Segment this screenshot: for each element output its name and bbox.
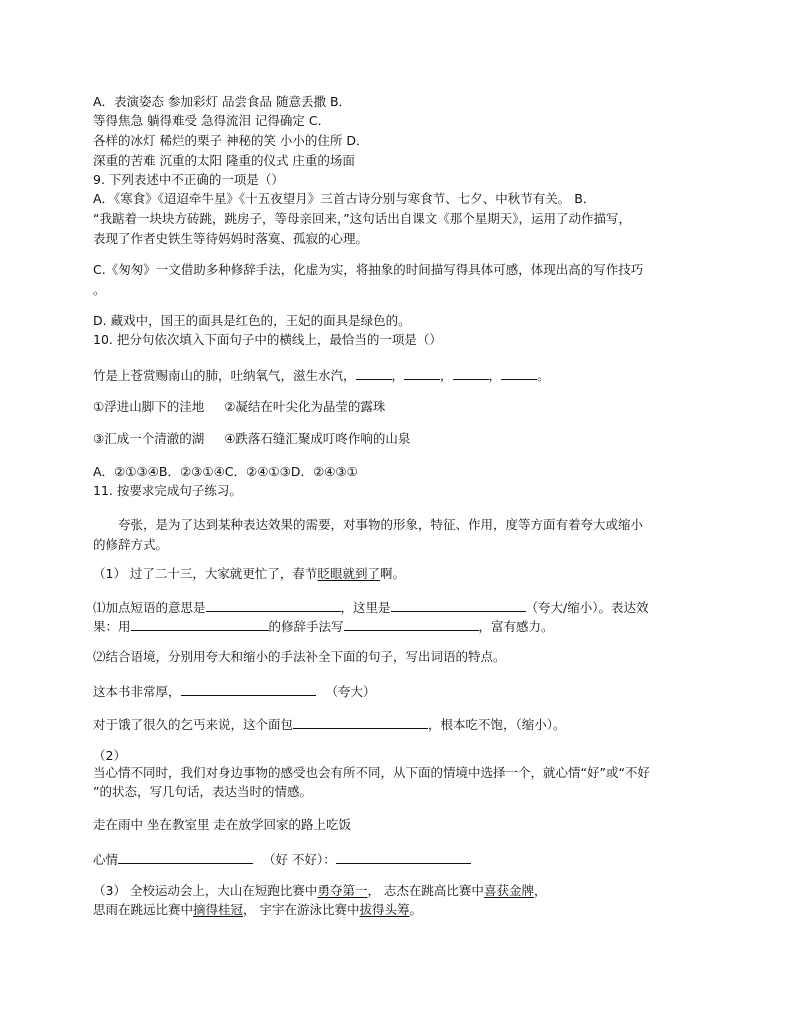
- q8-line-c: 各样的冰灯 稀烂的栗子 神秘的笑 小小的住所 D．: [93, 133, 369, 148]
- rhetoric-blank[interactable]: [131, 617, 269, 631]
- q10-option-1: ①浮进山脚下的洼地: [93, 399, 205, 414]
- q11-stem: 11. 按要求完成句子练习。: [93, 483, 242, 498]
- q11-part2-line2: ”的状态，写几句话，表达当时的情感。: [93, 784, 312, 799]
- q11-definition-line1: 夸张，是为了达到某种表达效果的需要，对事物的形象，特征、作用，度等方面有着夸大或缩小: [118, 517, 644, 532]
- q8-line-b: 等得焦急 躺得难受 急得流泪 记得确定 C．: [93, 113, 331, 128]
- q11-sub1-line2: 果：用 的修辞手法写 ，富有感力。: [93, 619, 554, 634]
- meaning-blank[interactable]: [206, 598, 341, 612]
- q10-options-row1: [93, 399, 713, 415]
- q11-scenes: 走在雨中 坐在教室里 走在放学回家的路上吃饭: [93, 817, 351, 832]
- q10-option-4: ④跌落石缝汇聚成叮咚作响的山泉: [224, 431, 411, 446]
- q10-sentence: 竹是上苍赏赐南山的肺，吐纳氧气，滋生水汽， ， ， ， 。: [93, 368, 550, 383]
- q10-blank-1[interactable]: [356, 366, 392, 380]
- q11-sub1-line1: ⑴加点短语的意思是 ，这里是 （夸大/缩小）。表达效: [93, 600, 649, 615]
- q10-stem: 10. 把分句依次填入下面句子中的横线上，最恰当的一项是（）: [93, 332, 442, 347]
- scene-blank[interactable]: [118, 850, 253, 864]
- q10-sentence-text: 竹是上苍赏赐南山的肺，吐纳氧气，滋生水汽，: [93, 368, 356, 383]
- phrase-ba-de-tou-chou: 拔得头筹: [359, 902, 410, 917]
- q11-sub2-instruction: ⑵结合语境，分别用夸大和缩小的手法补全下面的句子，写出词语的特点。: [93, 649, 506, 664]
- q11-part2-label: （2）: [93, 748, 126, 763]
- q8-line-d: 深重的苦难 沉重的太阳 隆重的仪式 庄重的场面: [93, 153, 355, 168]
- q10-blank-4[interactable]: [501, 366, 537, 380]
- q11-part2-line1: 当心情不同时，我们对身边事物的感受也会有所不同，从下面的情境中选择一个，就心情“好”或“不好: [93, 765, 650, 780]
- mood-blank[interactable]: [336, 850, 471, 864]
- q11-minimize-sentence: 对于饿了很久的乞丐来说，这个面包 ，根本吃不饱，（缩小）。: [93, 717, 566, 732]
- q11-part3-line1: （3） 全校运动会上，大山在短跑比赛中勇夺第一， 志杰在跳高比赛中喜获金牌，: [93, 883, 547, 898]
- dotted-phrase: 眨眼就到了: [317, 566, 380, 581]
- minimize-blank[interactable]: [293, 715, 428, 729]
- q10-option-3: ③汇成一个清澈的湖: [93, 431, 205, 446]
- q11-part1-sentence: （1） 过了二十三，大家就更忙了，春节眨眼就到了啊。: [93, 566, 405, 581]
- q10-option-2: ②凝结在叶尖化为晶莹的露珠: [224, 399, 386, 414]
- effect-blank[interactable]: [344, 617, 479, 631]
- q10-choices: A．②①③④B．②③①④C．②④①③D．②④③①: [93, 464, 358, 479]
- q9-option-d: D. 藏戏中，国王的面具是红色的，王妃的面具是绿色的。: [93, 313, 411, 328]
- q9-option-b-line2: 表现了作者史铁生等待妈妈时落寞、孤寂的心理。: [93, 231, 369, 246]
- exaggerate-blank[interactable]: [181, 682, 316, 696]
- q9-stem: 9. 下列表述中不正确的一项是（）: [93, 172, 284, 187]
- q10-blank-3[interactable]: [453, 366, 489, 380]
- q9-option-c-line1: C.《匆匆》一文借助多种修辞手法，化虚为实，将抽象的时间描写得具体可感，体现出高的写作技巧: [93, 262, 644, 277]
- phrase-yong-duo-di-yi: 勇夺第一: [317, 883, 368, 898]
- q11-definition-line2: 的修辞方式。: [93, 537, 169, 552]
- q9-option-c-line2: 。: [93, 282, 106, 297]
- type-blank[interactable]: [391, 598, 526, 612]
- phrase-zhai-de-gui-guan: 摘得桂冠: [193, 902, 244, 917]
- q11-mood-line: 心情 （好 不好）：: [93, 850, 713, 868]
- q9-option-b-line1: “我踮着一块块方砖跳，跳房子，等母亲回来，”这句话出自课文《那个星期天》，运用了动作描写，: [93, 211, 631, 226]
- q8-line-a: A．表演姿态 参加彩灯 品尝食品 随意丢撒 B．: [93, 94, 352, 109]
- q11-part3-line2: 思雨在跳远比赛中摘得桂冠， 宇宇在游泳比赛中拔得头筹。: [93, 902, 423, 917]
- q10-blank-2[interactable]: [404, 366, 440, 380]
- q9-option-a: A．《寒食》《迢迢牵牛星》《十五夜望月》三首古诗分别与寒食节、七夕、中秋节有关。 B．: [93, 191, 596, 206]
- q11-exaggerate-sentence: 这本书非常厚， （夸大）: [93, 684, 376, 699]
- q10-options-row2: [93, 431, 713, 447]
- phrase-xi-huo-jin-pai: 喜获金牌: [483, 883, 534, 898]
